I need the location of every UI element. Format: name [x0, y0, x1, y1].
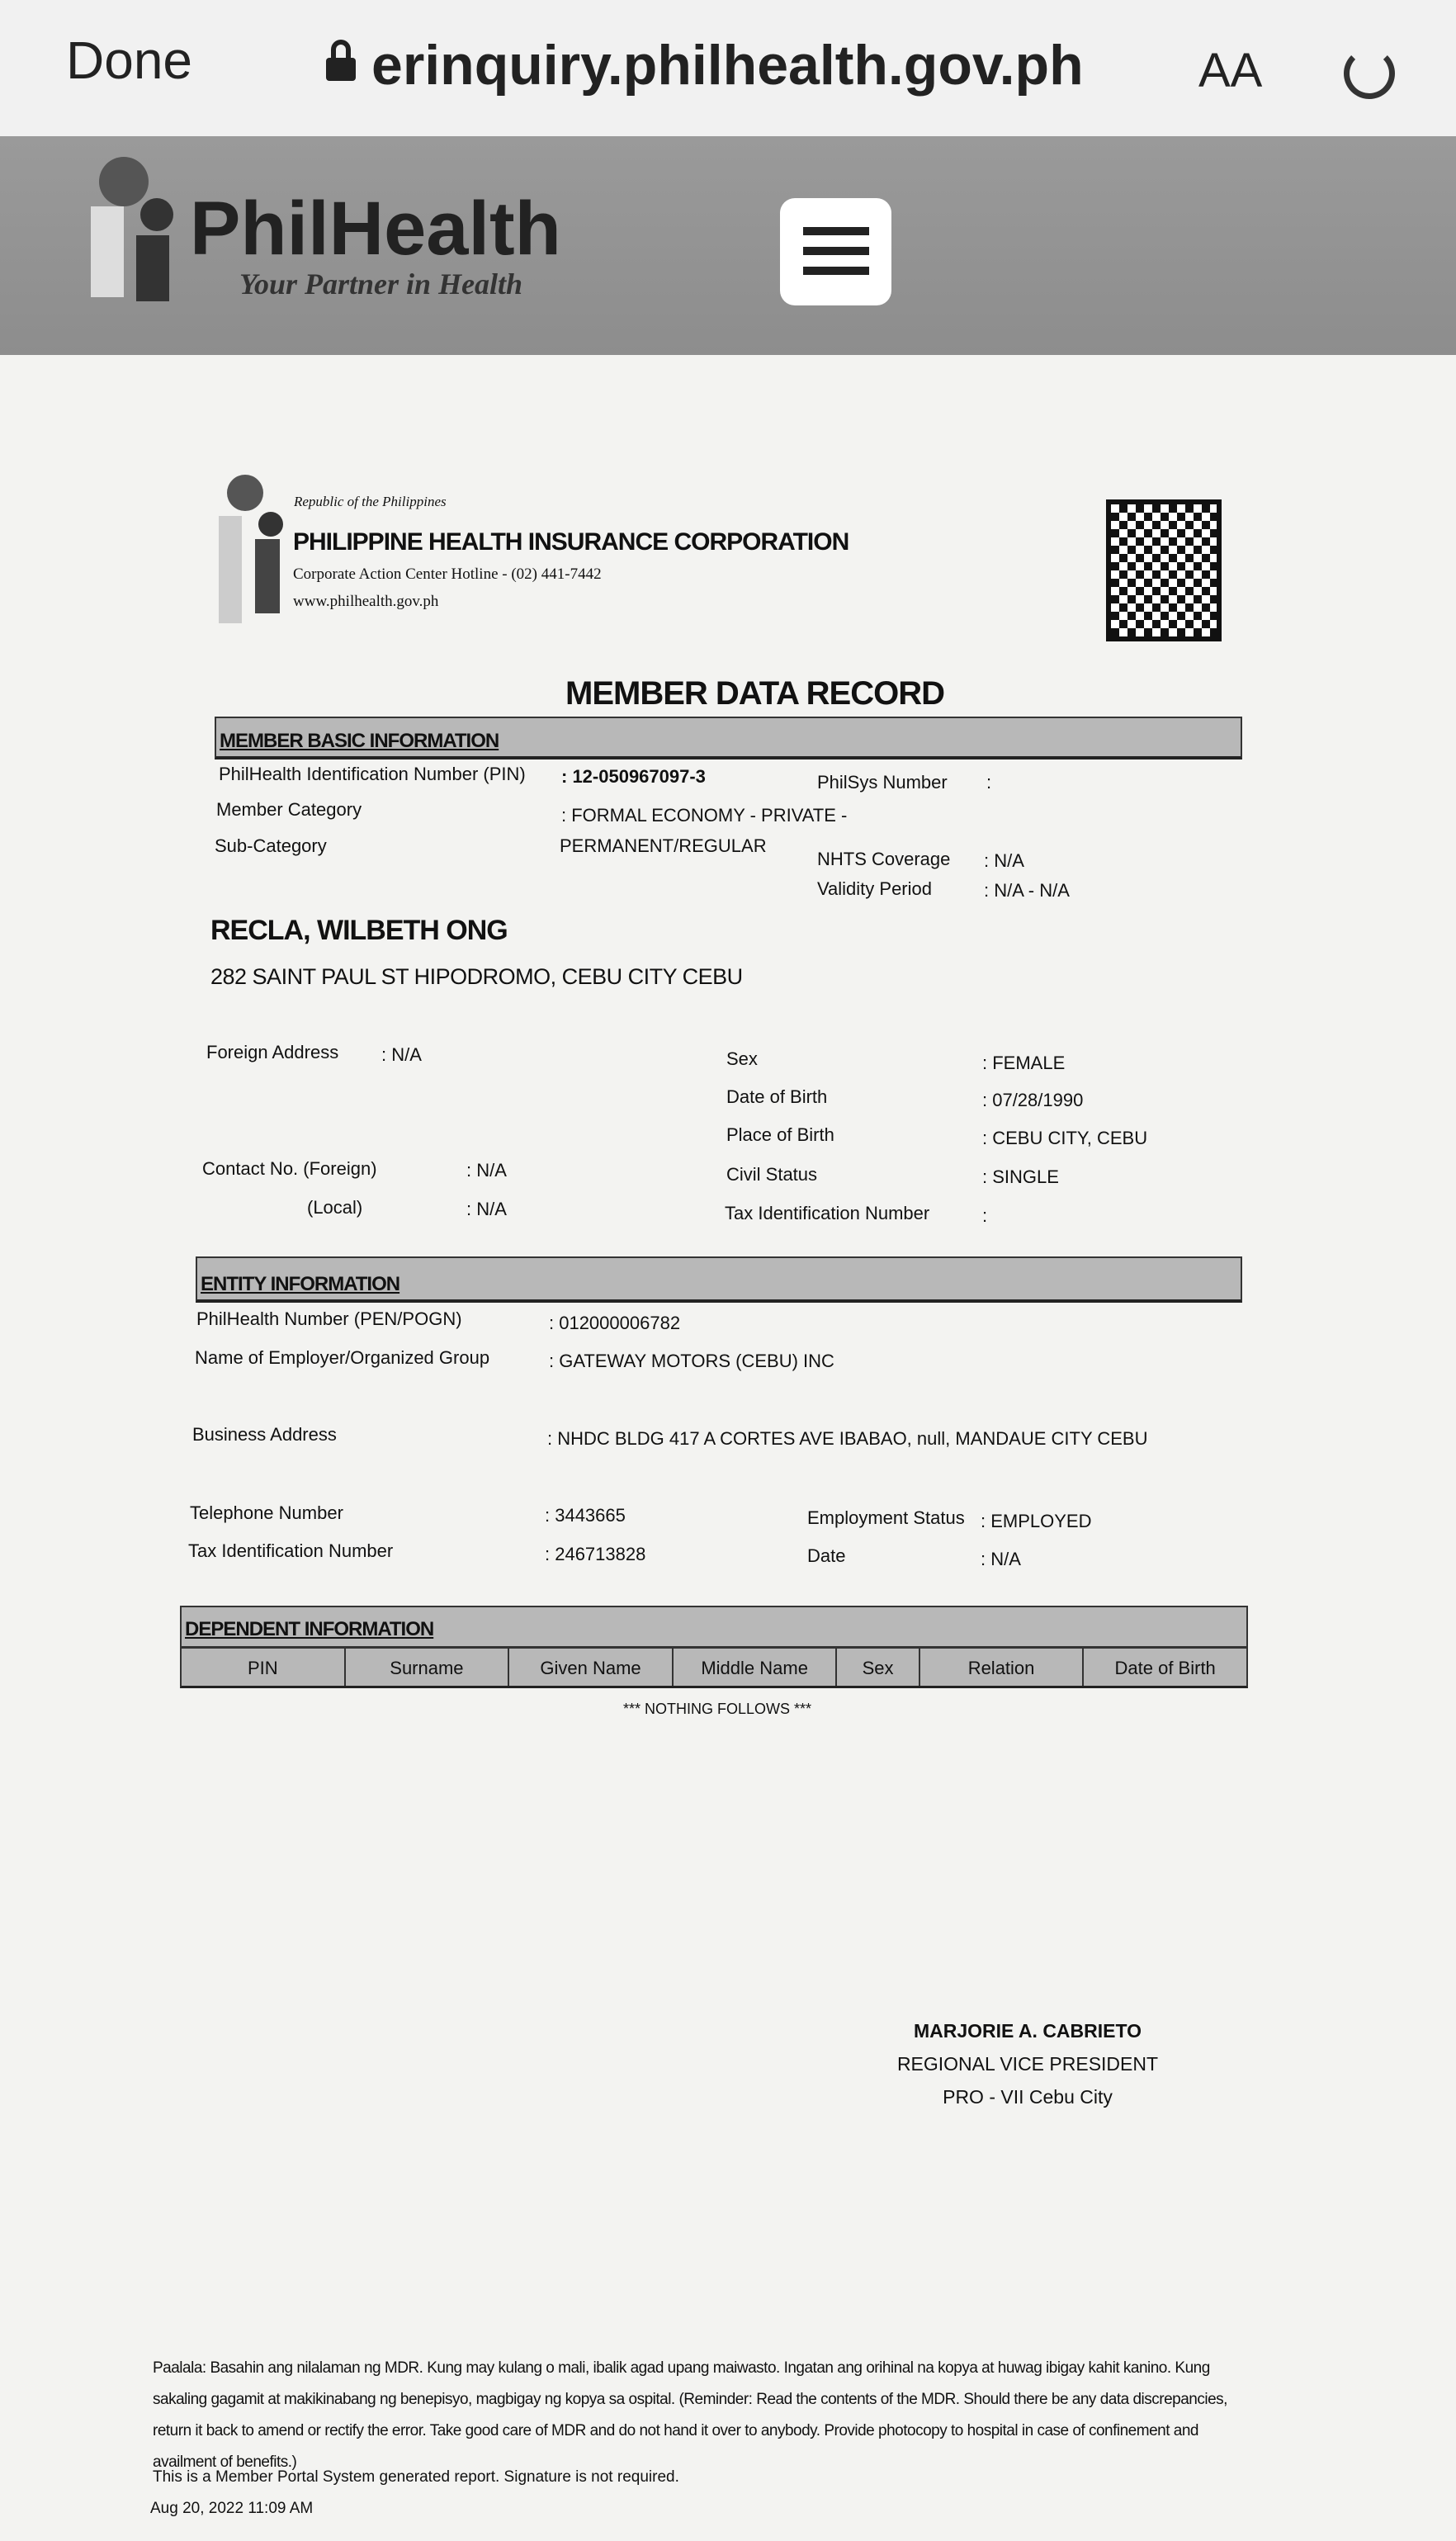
done-button[interactable]: Done: [66, 31, 192, 90]
date-label: Date: [807, 1545, 846, 1566]
contact-foreign-label: Contact No. (Foreign): [202, 1158, 377, 1179]
signatory-office: PRO - VII Cebu City: [943, 2086, 1113, 2108]
corp-name: PHILIPPINE HEALTH INSURANCE CORPORATION: [293, 528, 849, 556]
business-address-label: Business Address: [192, 1424, 337, 1445]
nhts-label: NHTS Coverage: [817, 849, 951, 869]
philsys-value: :: [986, 772, 992, 793]
url-field[interactable]: erinquiry.philhealth.gov.ph: [371, 34, 1084, 97]
republic-text: Republic of the Philippines: [294, 494, 447, 509]
subcategory-label: Sub-Category: [215, 835, 327, 856]
subcategory-value: PERMANENT/REGULAR: [560, 835, 767, 856]
signatory-name: MARJORIE A. CABRIETO: [913, 2020, 1142, 2042]
dob-label: Date of Birth: [726, 1086, 828, 1107]
civil-status-value: : SINGLE: [982, 1166, 1059, 1187]
philsys-label: PhilSys Number: [817, 772, 948, 793]
pen-label: PhilHealth Number (PEN/POGN): [196, 1308, 462, 1329]
tin-label: Tax Identification Number: [725, 1203, 930, 1223]
dependent-table-header: [182, 1646, 1246, 1686]
sex-value: : FEMALE: [982, 1053, 1066, 1073]
pob-label: Place of Birth: [726, 1124, 834, 1145]
member-address: 282 SAINT PAUL ST HIPODROMO, CEBU CITY CEBU: [210, 964, 743, 989]
member-basic-section-header: MEMBER BASIC INFORMATION: [215, 717, 1242, 759]
date-value: : N/A: [981, 1549, 1021, 1569]
generated-note: This is a Member Portal System generated report. Signature is not required.: [153, 2468, 679, 2486]
column-header: Relation: [920, 1649, 1085, 1686]
column-header: Surname: [346, 1649, 510, 1686]
nhts-value: : N/A: [984, 850, 1024, 871]
foreign-address-value: : N/A: [381, 1044, 422, 1065]
contact-foreign-value: : N/A: [466, 1160, 507, 1181]
telephone-value: : 3443665: [545, 1505, 626, 1526]
contact-local-label: (Local): [307, 1197, 363, 1218]
employment-status-label: Employment Status: [807, 1507, 965, 1528]
column-header: Given Name: [509, 1649, 674, 1686]
qr-code-icon: [1106, 499, 1222, 641]
tin-value: :: [982, 1205, 988, 1226]
validity-value: : N/A - N/A: [984, 880, 1070, 901]
employer-value: : GATEWAY MOTORS (CEBU) INC: [549, 1351, 834, 1371]
column-header: Middle Name: [674, 1649, 838, 1686]
telephone-label: Telephone Number: [190, 1502, 343, 1523]
entity-section-header: ENTITY INFORMATION: [196, 1256, 1242, 1303]
pob-value: : CEBU CITY, CEBU: [982, 1128, 1148, 1148]
employment-status-value: : EMPLOYED: [981, 1511, 1092, 1531]
category-label: Member Category: [216, 799, 362, 820]
menu-button[interactable]: [780, 198, 891, 305]
civil-status-label: Civil Status: [726, 1164, 818, 1185]
footer-notice: Paalala: Basahin ang nilalaman ng MDR. Kung may kulang o mali, ibalik agad upang maiwasto. Ingatan ang orihinal na kopya at huwag ibigay kahit kanino. Kung sakaling gagamit at makikinabang ng benepisyo, magbigay ng kopya sa ospital. (Reminder: Read the contents of the MDR. Should there be any data discrepancies, return it back to amend or rectify the error. Take good care of MDR and do not hand it over to anybody. Provide photocopy to hospital in case of confinement and availment of benefits.): [153, 2359, 1227, 2471]
site-header: [0, 136, 1456, 355]
pin-label: PhilHealth Identification Number (PIN): [219, 764, 526, 784]
signatory-title: REGIONAL VICE PRESIDENT: [896, 2053, 1159, 2075]
pen-value: : 012000006782: [549, 1313, 681, 1333]
business-address-value: : NHDC BLDG 417 A CORTES AVE IBABAO, null, MANDAUE CITY CEBU: [547, 1428, 1148, 1449]
timestamp: Aug 20, 2022 11:09 AM: [150, 2500, 314, 2517]
logo-text[interactable]: PhilHealth: [190, 187, 561, 271]
browser-toolbar: [0, 0, 1456, 136]
reload-icon[interactable]: [1344, 48, 1395, 99]
signatory-block: [863, 2014, 1193, 2113]
dependent-section-header: DEPENDENT INFORMATION PIN Surname Given Name Middle Name Sex Relation Date of Birth: [180, 1606, 1248, 1688]
column-header: PIN: [182, 1649, 346, 1686]
lock-icon: [326, 40, 356, 81]
website-text: www.philhealth.gov.ph: [293, 593, 439, 610]
philhealth-logo-icon: [91, 157, 182, 305]
entity-tin-label: Tax Identification Number: [188, 1540, 394, 1561]
pin-value: : 12-050967097-3: [561, 766, 706, 787]
category-value: : FORMAL ECONOMY - PRIVATE -: [561, 805, 848, 826]
column-header: Date of Birth: [1114, 1658, 1216, 1678]
validity-label: Validity Period: [817, 878, 932, 899]
logo-tagline: Your Partner in Health: [239, 267, 523, 300]
nothing-follows-text: *** NOTHING FOLLOWS ***: [623, 1701, 812, 1717]
doc-logo-icon: [219, 475, 293, 640]
page-title: MEMBER DATA RECORD: [565, 675, 945, 712]
hamburger-icon: [803, 227, 869, 275]
dob-value: : 07/28/1990: [982, 1090, 1084, 1110]
entity-tin-value: : 246713828: [545, 1544, 646, 1564]
text-size-button[interactable]: AA: [1198, 44, 1263, 97]
foreign-address-label: Foreign Address: [206, 1042, 339, 1062]
sex-label: Sex: [726, 1048, 758, 1069]
column-header: Sex: [837, 1649, 919, 1686]
contact-local-value: : N/A: [466, 1199, 507, 1219]
hotline-text: Corporate Action Center Hotline - (02) 441-7442: [293, 565, 602, 583]
member-name: RECLA, WILBETH ONG: [210, 915, 508, 946]
employer-label: Name of Employer/Organized Group: [195, 1347, 490, 1368]
